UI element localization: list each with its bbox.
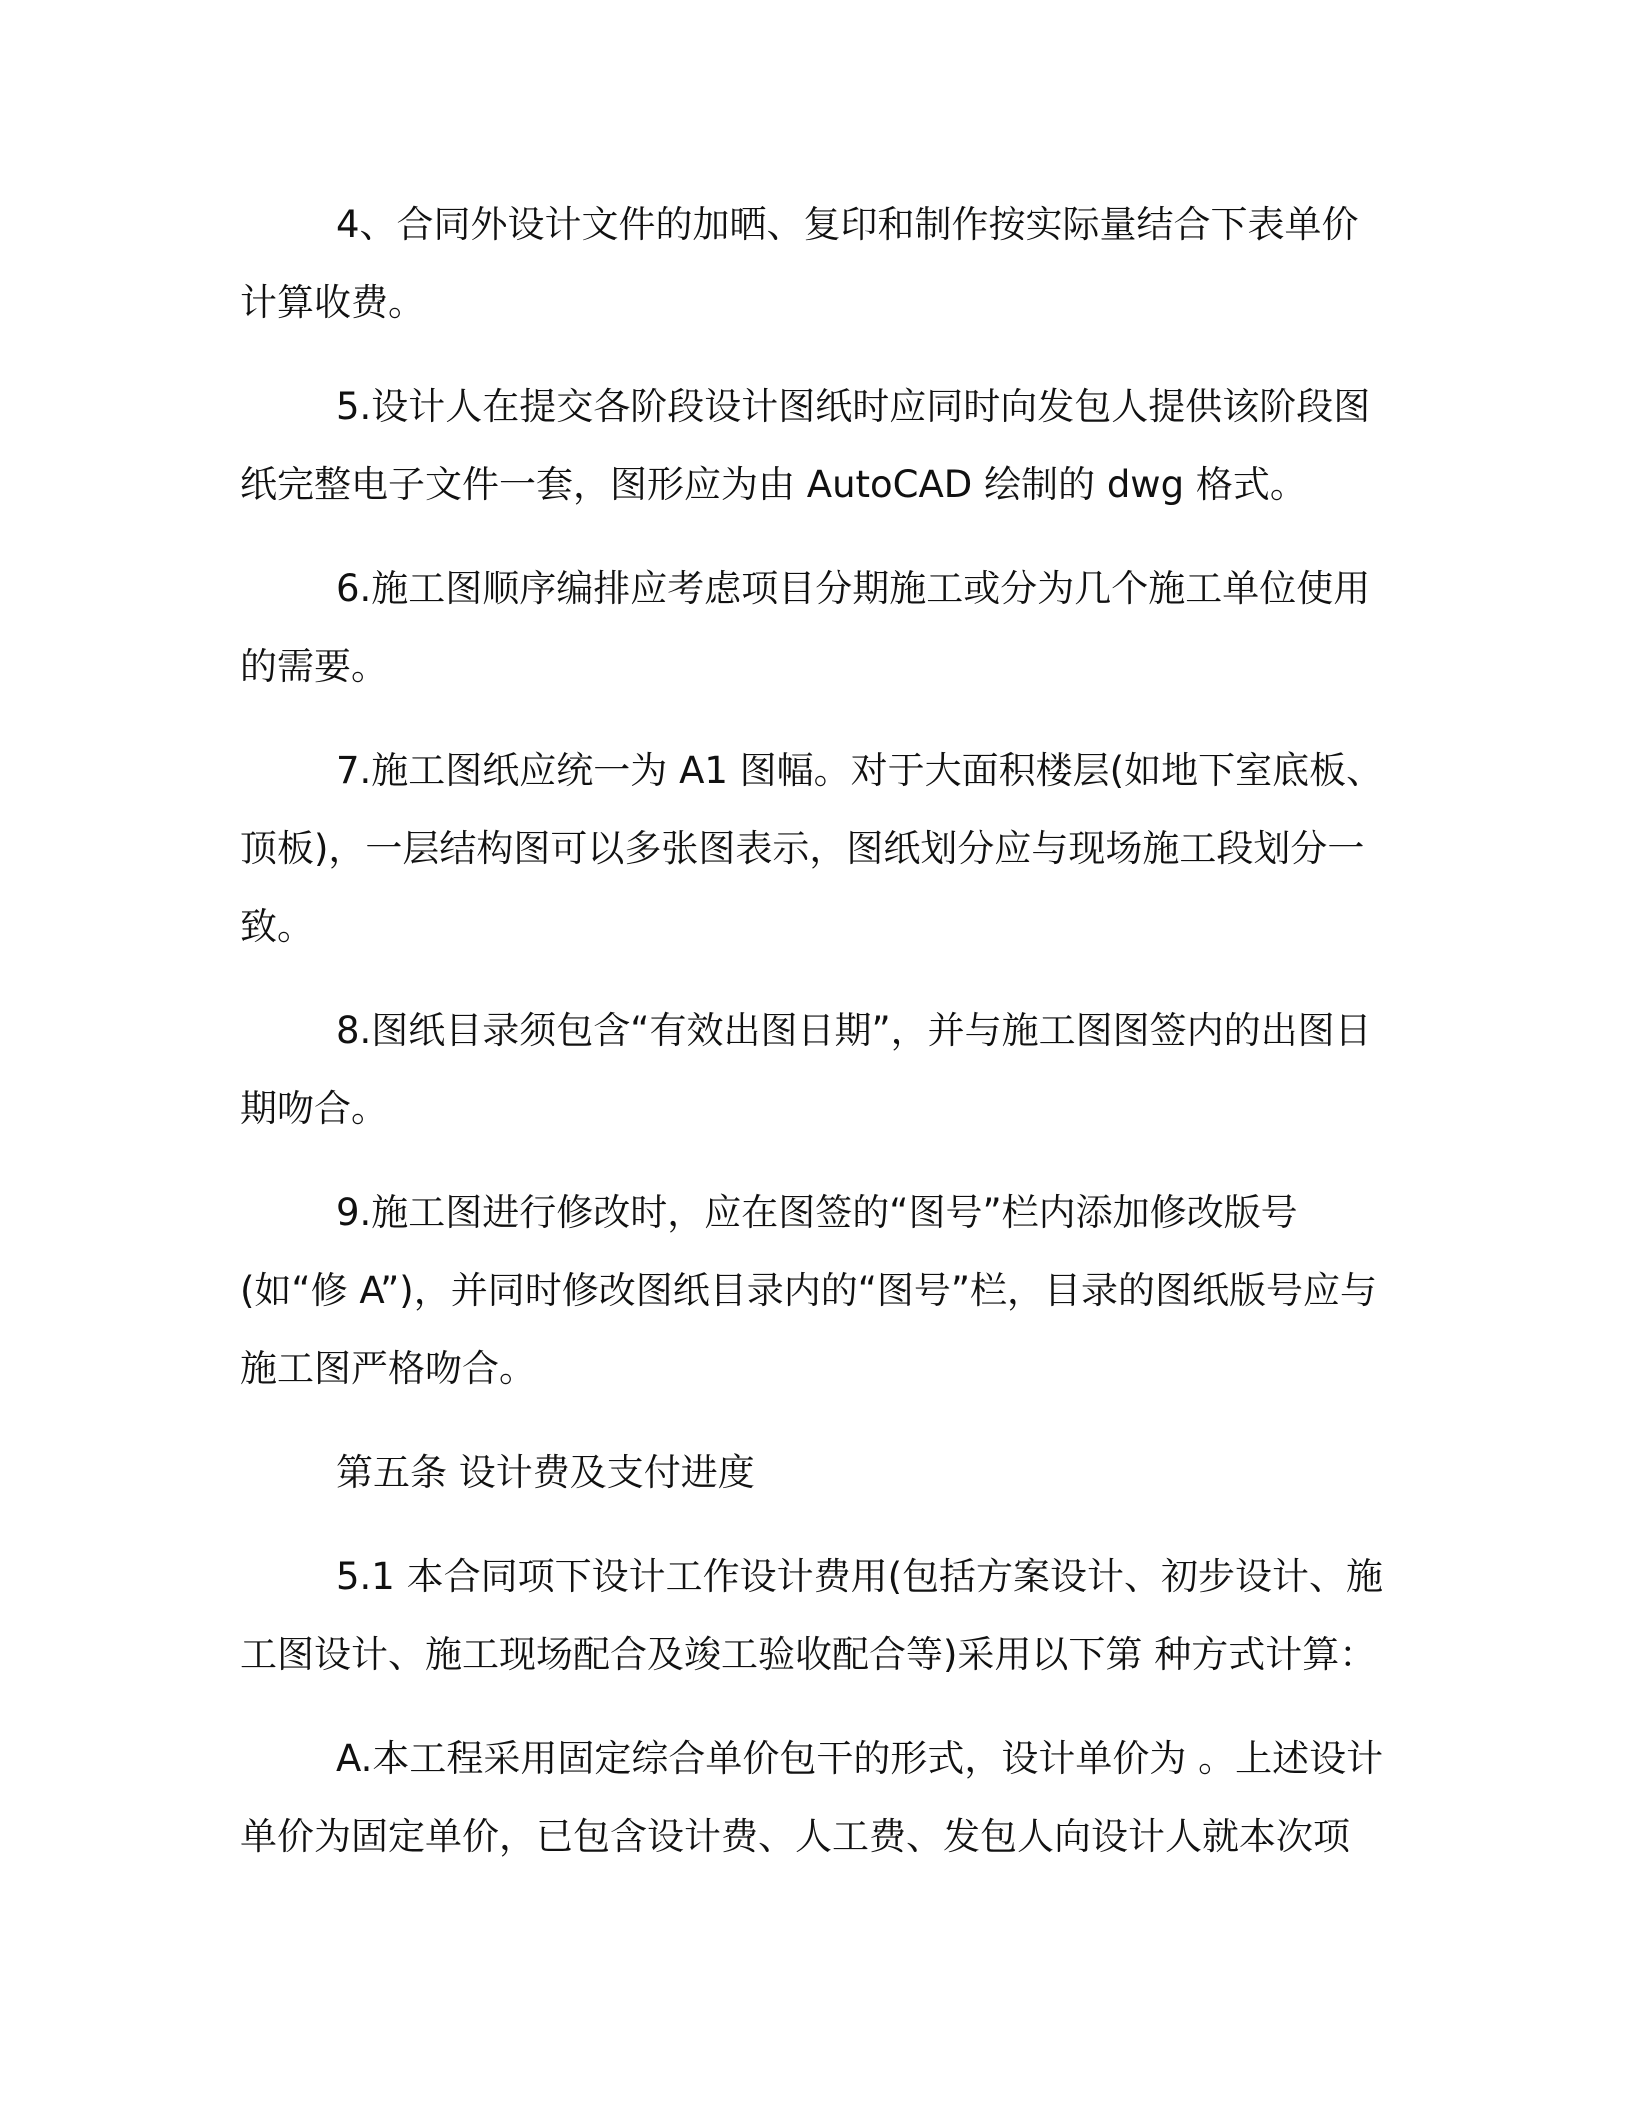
paragraph-item-6: 6.施工图顺序编排应考虑项目分期施工或分为几个施工单位使用的需要。 — [240, 567, 1371, 688]
paragraph-item-7: 7.施工图纸应统一为 A1 图幅。对于大面积楼层(如地下室底板、顶板)，一层结构图可以多张图表示，图纸划分应与现场施工段划分一致。 — [240, 749, 1384, 948]
document-body — [240, 186, 1392, 1902]
paragraph-item-4: 4、合同外设计文件的加晒、复印和制作按实际量结合下表单价计算收费。 — [240, 203, 1359, 324]
paragraph-item-8: 8.图纸目录须包含“有效出图日期”，并与施工图图签内的出图日期吻合。 — [240, 1009, 1372, 1130]
paragraph-item-a: A.本工程采用固定综合单价包干的形式，设计单价为 。上述设计单价为固定单价，已包含设计费、人工费、发包人向设计人就本次项 — [240, 1737, 1384, 1858]
section-heading: 第五条 设计费及支付进度 — [336, 1451, 755, 1494]
paragraph-item-5-1: 5.1 本合同项下设计工作设计费用(包括方案设计、初步设计、施工图设计、施工现场配合及竣工验收配合等)采用以下第 种方式计算： — [240, 1555, 1384, 1676]
paragraph-item-5: 5.设计人在提交各阶段设计图纸时应同时向发包人提供该阶段图纸完整电子文件一套，图形应为由 AutoCAD 绘制的 dwg 格式。 — [240, 385, 1371, 506]
paragraph-item-9: 9.施工图进行修改时，应在图签的“图号”栏内添加修改版号(如“修 A”)，并同时修改图纸目录内的“图号”栏，目录的图纸版号应与施工图严格吻合。 — [240, 1191, 1378, 1390]
